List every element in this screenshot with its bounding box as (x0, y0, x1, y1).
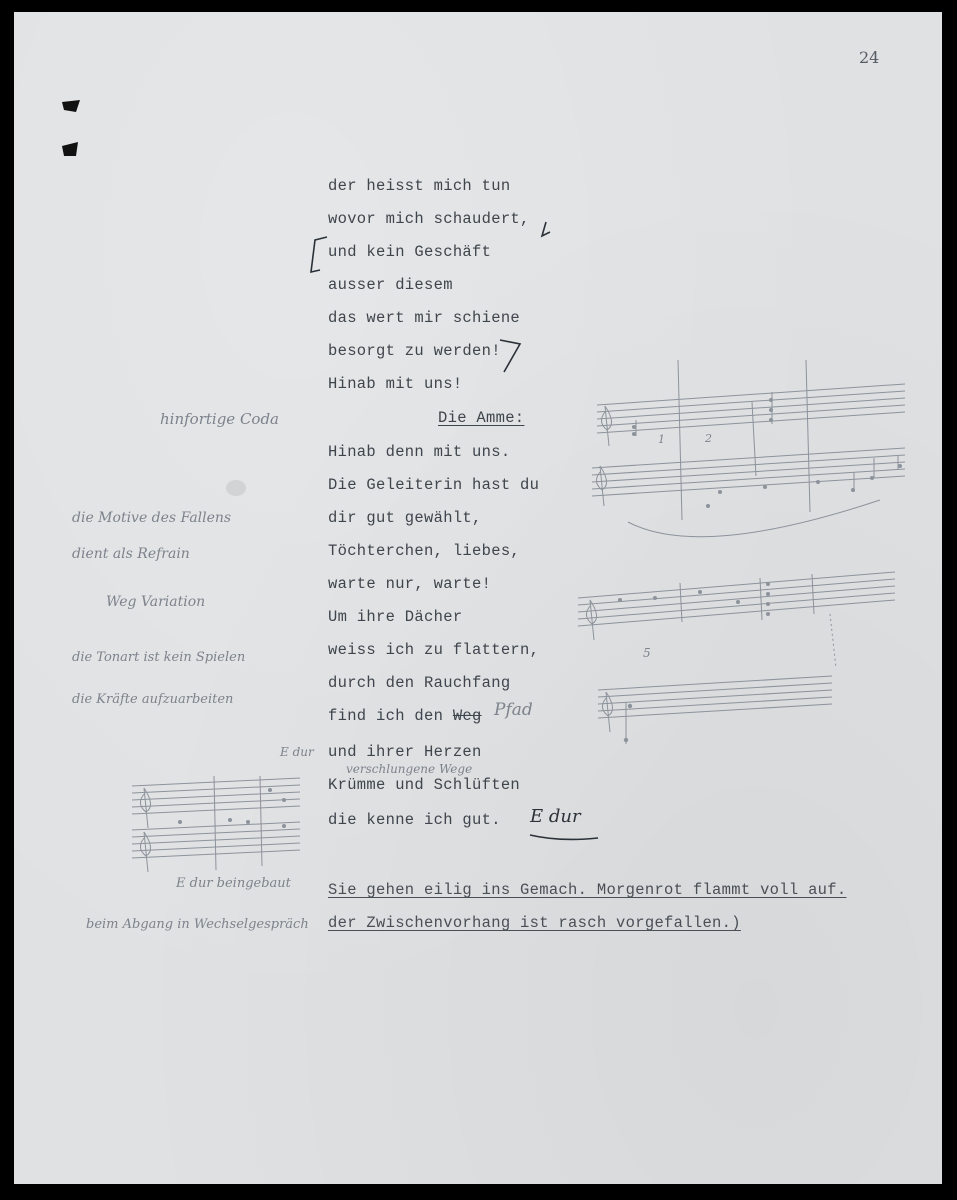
typed-line: warte nur, warte! (328, 575, 492, 593)
measure-number: 5 (643, 646, 651, 660)
typed-line: der heisst mich tun (328, 177, 511, 195)
typed-line: wovor mich schaudert, (328, 210, 530, 228)
page-number: 24 (859, 48, 880, 67)
sketch-caption: E dur beingebaut (176, 876, 291, 891)
typed-line: Hinab denn mit uns. (328, 443, 511, 461)
speaker-name: Die Amme: (438, 409, 525, 427)
handwritten-replacement: Pfad (494, 700, 533, 720)
measure-number: 1 (658, 433, 665, 446)
typed-line: besorgt zu werden! (328, 342, 501, 360)
typed-line: Krümme und Schlüften (328, 776, 521, 794)
margin-note: hinfortige Coda (160, 410, 279, 428)
margin-note: die Motive des Fallens (72, 510, 232, 526)
typed-line: das wert mir schiene (328, 309, 521, 327)
sketch-label: E dur (280, 745, 314, 759)
margin-note: die Kräfte aufzuarbeiten (72, 692, 234, 707)
typed-line: Die Geleiterin hast du (328, 476, 540, 494)
struck-word: Weg (452, 707, 482, 725)
stage-direction-line: Sie gehen eilig ins Gemach. Morgenrot flammt voll auf. (328, 881, 847, 899)
typed-line: weiss ich zu flattern, (328, 641, 540, 659)
typed-line: Um ihre Dächer (328, 608, 463, 626)
margin-note: dient als Refrain (72, 546, 190, 562)
typed-line: und ihrer Herzen (328, 743, 482, 761)
stage-direction-line: der Zwischenvorhang ist rasch vorgefallen.) (328, 914, 741, 932)
measure-number: 2 (705, 432, 712, 445)
margin-note: Weg Variation (106, 594, 206, 610)
margin-note: beim Abgang in Wechselgespräch (86, 917, 309, 932)
handwritten-above-line: verschlungene Wege (346, 762, 473, 776)
typed-line-with-deletion (328, 707, 482, 725)
typed-line: ausser diesem (328, 276, 453, 294)
typed-line: die kenne ich gut. (328, 811, 501, 829)
typed-line: durch den Rauchfang (328, 674, 511, 692)
typed-line: Töchterchen, liebes, (328, 542, 521, 560)
typed-line: dir gut gewählt, (328, 509, 482, 527)
margin-note: die Tonart ist kein Spielen (72, 650, 246, 665)
typed-text: find ich den (328, 707, 444, 725)
handwritten-key-edur: E dur (530, 806, 581, 827)
typed-line: Hinab mit uns! (328, 375, 463, 393)
typed-line: und kein Geschäft (328, 243, 492, 261)
